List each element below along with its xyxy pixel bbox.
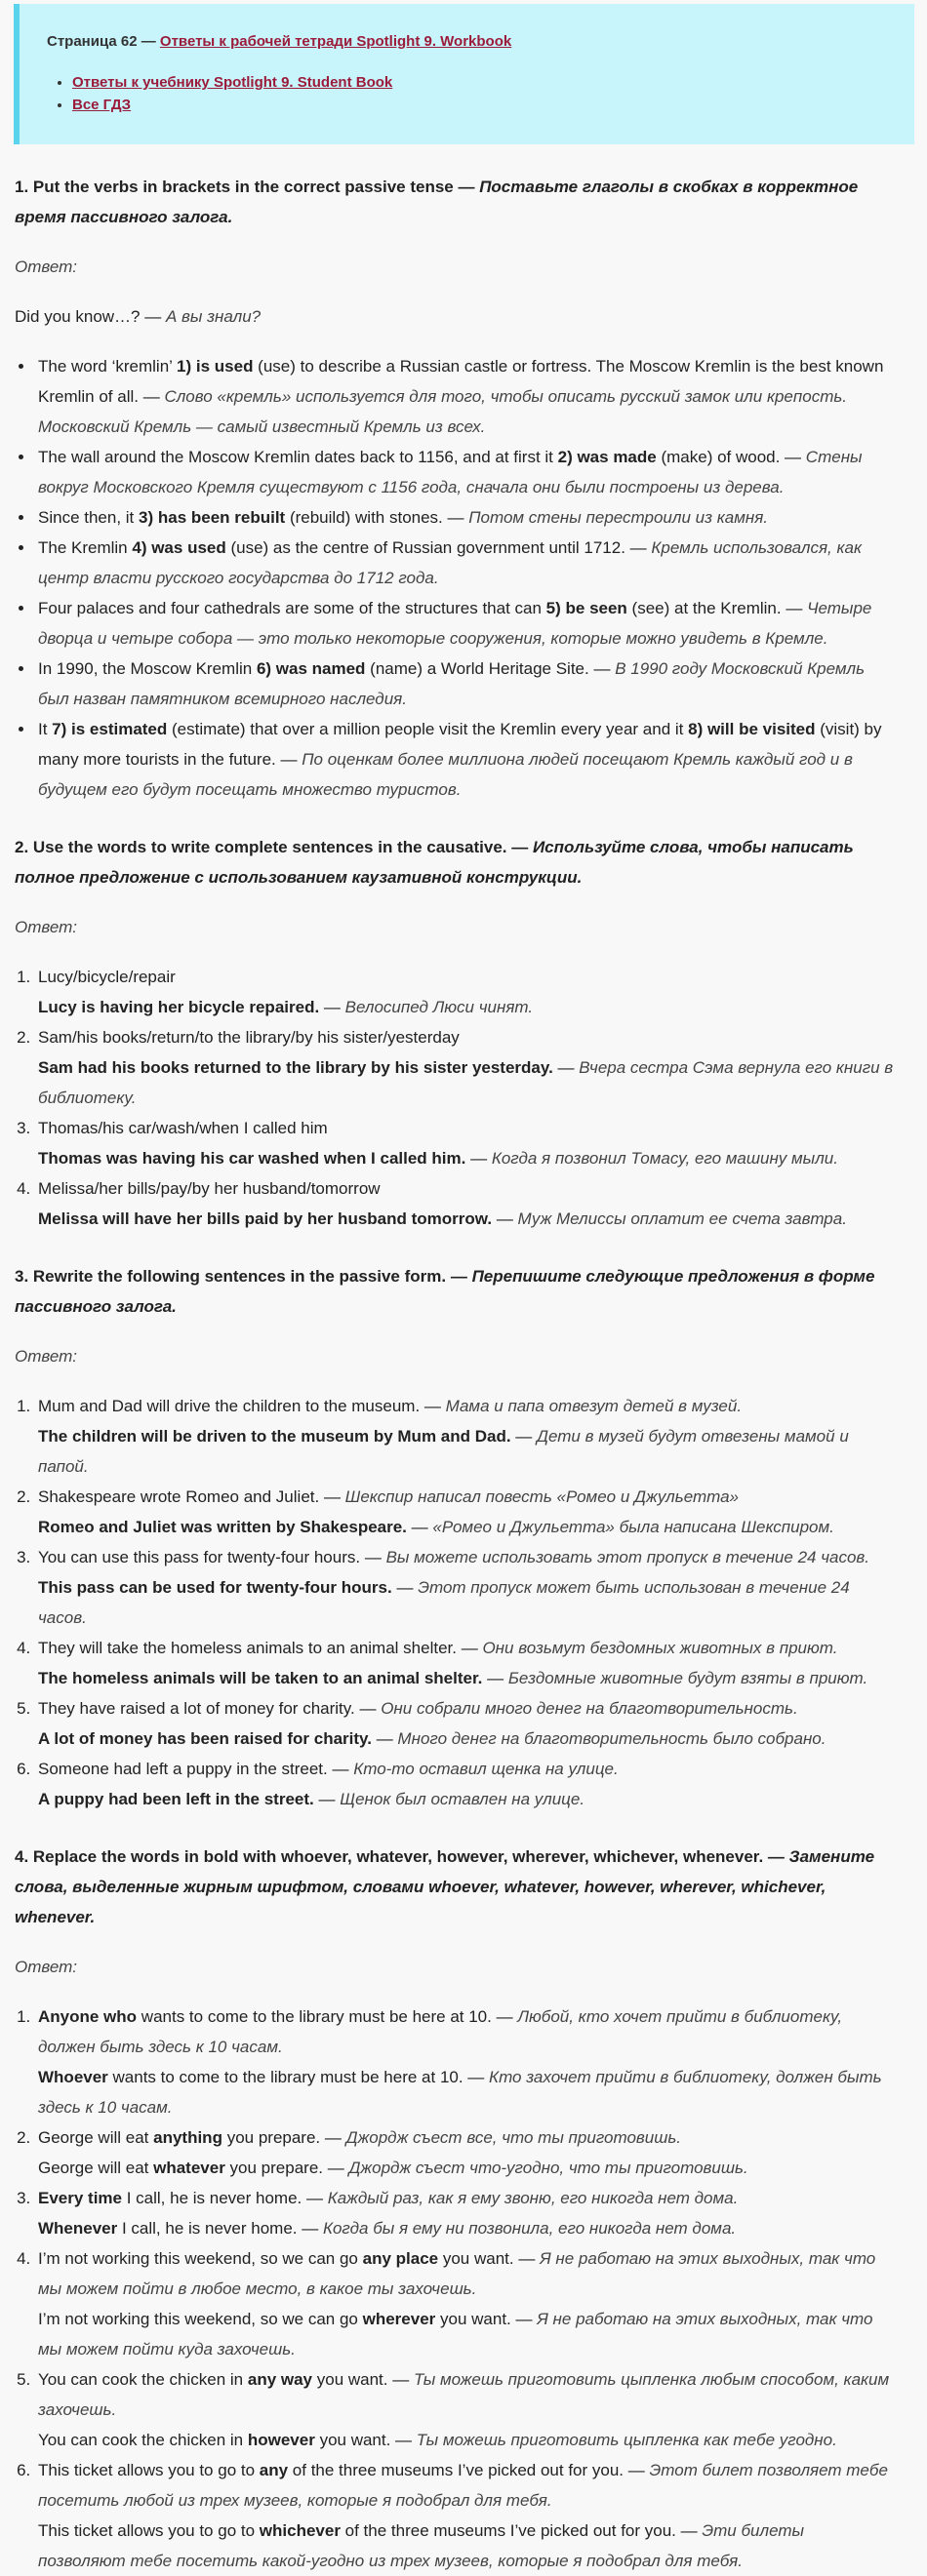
sentence-text: The wall around the Moscow Kremlin dates back to 1156, and at first it bbox=[38, 448, 558, 466]
original-sentence: Someone had left a puppy in the street. — bbox=[38, 1760, 354, 1778]
translation-ru: Муж Мелиссы оплатит ее счета завтра. bbox=[517, 1209, 847, 1228]
original-line bbox=[38, 1633, 895, 1663]
translation-ru: Много денег на благотворительность было собрано. bbox=[397, 1729, 826, 1748]
related-links-list bbox=[47, 71, 885, 116]
prompt-line bbox=[38, 1173, 895, 1204]
exercise-title-en: 1. Put the verbs in brackets in the correct passive tense — bbox=[15, 178, 480, 196]
original-line bbox=[38, 1482, 895, 1512]
page bbox=[0, 4, 927, 2576]
sentence-text: (estimate) that over a million people visit the Kremlin every year and it bbox=[167, 720, 689, 738]
sentence-text: The Kremlin bbox=[38, 538, 133, 557]
sentence-text: wants to come to the library must be here at 10. — bbox=[107, 2068, 490, 2086]
list-item bbox=[35, 2122, 895, 2183]
list-item bbox=[35, 1542, 895, 1633]
dash-separator: — bbox=[510, 1427, 538, 1446]
answer-line bbox=[38, 1421, 895, 1482]
sentence-text: George will eat bbox=[38, 2159, 154, 2177]
translation-ru: Этот пропуск может быть использован в течение 24 часов. bbox=[38, 1578, 850, 1627]
translation-ru: В 1990 году Московский Кремль был назван памятником всемирного наследия. bbox=[38, 659, 866, 708]
exercise-title-ru: Поставьте глаголы в скобках в корректное время пассивного залога. bbox=[15, 178, 859, 226]
sentence-text: of the three museums I’ve picked out for you. — bbox=[288, 2461, 650, 2479]
answer-line bbox=[38, 992, 895, 1022]
original-line bbox=[38, 1693, 895, 1724]
exercise-title-ru: Замените слова, выделенные жирным шрифтом, словами whoever, whatever, however, wherever, whichever, whenever. bbox=[15, 1847, 875, 1926]
exercise-title-ru: Используйте слова, чтобы написать полное предложение с использованием каузативной конструкции. bbox=[15, 838, 854, 887]
exercise-4-list bbox=[15, 2001, 895, 2576]
exercise-1-title bbox=[15, 172, 895, 232]
translation-ru: Они собрали много денег на благотворительность. bbox=[381, 1699, 798, 1718]
sentence-text: (name) a World Heritage Site. — bbox=[365, 659, 616, 678]
translation-ru: Ты можешь приготовить цыпленка любым способом, каким захочешь. bbox=[38, 2370, 890, 2419]
bold-phrase: any bbox=[259, 2461, 289, 2479]
intro-en: Did you know…? — bbox=[15, 307, 166, 326]
list-item bbox=[35, 442, 895, 502]
answer-verb: 7) is estimated bbox=[52, 720, 168, 738]
answer-line bbox=[38, 1052, 895, 1113]
prompt-text: Melissa/her bills/pay/by her husband/tomorrow bbox=[38, 1179, 381, 1198]
replacement-word: whatever bbox=[153, 2159, 225, 2177]
translation-ru: Стены вокруг Московского Кремля существуют с 1156 года, сначала они были построены из дерева. bbox=[38, 448, 863, 496]
original-line bbox=[38, 2455, 895, 2516]
answer-sentence: A puppy had been left in the street. bbox=[38, 1790, 314, 1808]
answer-label: Ответ: bbox=[15, 1347, 78, 1366]
original-line bbox=[38, 2183, 895, 2213]
answer-sentence: The homeless animals will be taken to an animal shelter. bbox=[38, 1669, 483, 1687]
exercise-4-title bbox=[15, 1842, 895, 1932]
answer-sentence: Melissa will have her bills paid by her husband tomorrow. bbox=[38, 1209, 493, 1228]
translation-ru: Кремль использовался, как центр власти русского государства до 1712 года. bbox=[38, 538, 862, 587]
answer-verb: 3) has been rebuilt bbox=[139, 508, 286, 527]
answer-sentence: Romeo and Juliet was written by Shakespeare. bbox=[38, 1518, 407, 1536]
dash-separator: — bbox=[391, 1578, 419, 1597]
list-item bbox=[35, 1391, 895, 1482]
sentence-text: It bbox=[38, 720, 53, 738]
list-item bbox=[35, 1693, 895, 1754]
list-item bbox=[35, 502, 895, 533]
exercise-title-en: 4. Replace the words in bold with whoever, whatever, however, wherever, whichever, whenever. — bbox=[15, 1847, 789, 1866]
sentence-text: you prepare. — bbox=[224, 2159, 349, 2177]
list-item bbox=[35, 1113, 895, 1173]
translation-ru: Эти билеты позволяют тебе посетить какой-угодно из трех музеев, которые я подобрал для тебя. bbox=[38, 2521, 805, 2570]
list-item bbox=[35, 714, 895, 805]
translation-ru: Шекспир написал повесть «Ромео и Джульетта» bbox=[344, 1487, 740, 1506]
answer-sentence: A lot of money has been raised for charity. bbox=[38, 1729, 372, 1748]
answer-line bbox=[38, 1204, 895, 1234]
translation-ru: Четыре дворца и четыре собора — это только некоторые сооружения, которые можно увидеть в Кремле. bbox=[38, 599, 872, 648]
prompt-text: Thomas/his car/wash/when I called him bbox=[38, 1119, 328, 1137]
student-book-answers-link[interactable]: Ответы к учебнику Spotlight 9. Student Book bbox=[72, 74, 393, 91]
breadcrumb bbox=[47, 29, 885, 54]
answer-line bbox=[38, 1143, 895, 1173]
bold-phrase: any place bbox=[362, 2249, 439, 2268]
dash-separator: — bbox=[552, 1058, 580, 1077]
all-gdz-link[interactable]: Все ГДЗ bbox=[72, 97, 132, 113]
list-item bbox=[35, 1173, 895, 1234]
translation-ru: Когда бы я ему ни позвонила, его никогда нет дома. bbox=[322, 2219, 737, 2238]
translation-ru: Мама и папа отвезут детей в музей. bbox=[445, 1397, 743, 1415]
translation-ru: Я не работаю на этих выходных, так что мы можем пойти в любое место, в какое ты захочешь. bbox=[38, 2249, 876, 2298]
answer-sentence: The children will be driven to the museum by Mum and Dad. bbox=[38, 1427, 511, 1446]
replacement-word: Whenever bbox=[38, 2219, 118, 2238]
translation-ru: Дети в музей будут отвезены мамой и папой. bbox=[38, 1427, 849, 1476]
original-line bbox=[38, 1754, 895, 1784]
answer-verb: 5) be seen bbox=[545, 599, 627, 617]
list-item bbox=[35, 1754, 895, 1814]
answer-line bbox=[38, 1512, 895, 1542]
sentence-text: (rebuild) with stones. — bbox=[285, 508, 469, 527]
related-link-item bbox=[72, 71, 885, 94]
sentence-text: you want. — bbox=[435, 2310, 538, 2328]
list-item bbox=[35, 593, 895, 654]
translation-ru: Слово «кремль» используется для того, чтобы описать русский замок или крепость. Московский Кремль — самый известный Кремль из всех. bbox=[38, 387, 848, 436]
exercise-2-title bbox=[15, 832, 895, 892]
replacement-word: Whoever bbox=[38, 2068, 108, 2086]
sentence-text: I’m not working this weekend, so we can go bbox=[38, 2249, 363, 2268]
list-item bbox=[35, 1633, 895, 1693]
answer-sentence: Sam had his books returned to the library by his sister yesterday. bbox=[38, 1058, 553, 1077]
dash-separator: — bbox=[313, 1790, 341, 1808]
list-item bbox=[35, 2364, 895, 2455]
dash-separator: — bbox=[371, 1729, 398, 1748]
sentence-text: George will eat bbox=[38, 2128, 154, 2147]
exercise-3-title bbox=[15, 1261, 895, 1322]
sentence-text: (visit) by many more tourists in the future. — bbox=[38, 720, 882, 769]
answer-verb: 6) was named bbox=[256, 659, 366, 678]
original-sentence: They will take the homeless animals to an animal shelter. — bbox=[38, 1639, 483, 1657]
sentence-text: I’m not working this weekend, so we can go bbox=[38, 2310, 363, 2328]
answer-verb: 8) will be visited bbox=[688, 720, 816, 738]
bold-phrase: anything bbox=[153, 2128, 222, 2147]
dash-separator: — bbox=[492, 1209, 518, 1228]
navigation-box bbox=[14, 4, 914, 144]
sentence-text: (make) of wood. — bbox=[656, 448, 806, 466]
answer-line bbox=[38, 1724, 895, 1754]
translation-ru: Кто захочет прийти в библиотеку, должен быть здесь к 10 часам. bbox=[38, 2068, 882, 2117]
answer-label: Ответ: bbox=[15, 918, 78, 936]
answer-label: Ответ: bbox=[15, 258, 78, 276]
list-item bbox=[35, 1482, 895, 1542]
translation-ru: Бездомные животные будут взяты в приют. bbox=[507, 1669, 868, 1687]
translation-ru: Вчера сестра Сэма вернула его книги в библиотеку. bbox=[38, 1058, 894, 1107]
sentence-text: (use) as the centre of Russian government until 1712. — bbox=[225, 538, 652, 557]
translation-ru: Каждый раз, как я ему звоню, его никогда нет дома. bbox=[327, 2189, 739, 2207]
original-sentence: You can use this pass for twenty-four hours. — bbox=[38, 1548, 386, 1566]
original-line bbox=[38, 1391, 895, 1421]
prompt-text: Lucy/bicycle/repair bbox=[38, 968, 176, 986]
sentence-text: You can cook the chicken in bbox=[38, 2431, 248, 2449]
list-item bbox=[35, 962, 895, 1022]
translation-ru: Когда я позвонил Томасу, его машину мыли. bbox=[491, 1149, 838, 1168]
sentence-text: You can cook the chicken in bbox=[38, 2370, 248, 2389]
list-item bbox=[35, 2183, 895, 2243]
sentence-text: (see) at the Kremlin. — bbox=[626, 599, 808, 617]
replacement-word: whichever bbox=[259, 2521, 341, 2540]
list-item bbox=[35, 533, 895, 593]
translation-ru: Потом стены перестроили из камня. bbox=[468, 508, 769, 527]
translation-ru: Вы можете использовать этот пропуск в течение 24 часов. bbox=[385, 1548, 870, 1566]
translation-ru: Щенок был оставлен на улице. bbox=[340, 1790, 585, 1808]
exercise-2-list bbox=[15, 962, 895, 1234]
bold-phrase: Anyone who bbox=[38, 2007, 138, 2026]
answer-line bbox=[38, 2425, 895, 2455]
translation-ru: Джордж съест все, что ты приготовишь. bbox=[345, 2128, 681, 2147]
dash-separator: — bbox=[406, 1518, 433, 1536]
workbook-answers-link[interactable]: Ответы к рабочей тетради Spotlight 9. Workbook bbox=[159, 33, 512, 50]
sentence-text: you want. — bbox=[438, 2249, 541, 2268]
translation-ru: Джордж съест что-угодно, что ты приготовишь. bbox=[348, 2159, 748, 2177]
sentence-text: I call, he is never home. — bbox=[117, 2219, 323, 2238]
original-line bbox=[38, 2001, 895, 2062]
answer-line bbox=[38, 2153, 895, 2183]
answer-line bbox=[38, 1572, 895, 1633]
dash-separator: — bbox=[319, 998, 345, 1016]
answer-sentence: Lucy is having her bicycle repaired. bbox=[38, 998, 320, 1016]
original-line bbox=[38, 2243, 895, 2304]
answer-line bbox=[38, 1784, 895, 1814]
answer-line bbox=[38, 2304, 895, 2364]
translation-ru: Ты можешь приготовить цыпленка как тебе угодно. bbox=[416, 2431, 837, 2449]
list-item bbox=[35, 2243, 895, 2364]
dash-separator: — bbox=[482, 1669, 508, 1687]
exercise-1-list bbox=[15, 351, 895, 805]
sentence-text: Four palaces and four cathedrals are some of the structures that can bbox=[38, 599, 546, 617]
original-sentence: Mum and Dad will drive the children to the museum. — bbox=[38, 1397, 446, 1415]
answer-sentence: Thomas was having his car washed when I called him. bbox=[38, 1149, 466, 1168]
translation-ru: По оценкам более миллиона людей посещают Кремль каждый год и в будущем его будут посещать множество туристов. bbox=[38, 750, 853, 799]
answer-verb: 2) was made bbox=[557, 448, 657, 466]
answer-line bbox=[38, 2062, 895, 2122]
bold-phrase: any way bbox=[247, 2370, 313, 2389]
translation-ru: «Ромео и Джульетта» была написана Шекспиром. bbox=[432, 1518, 834, 1536]
answer-sentence: This pass can be used for twenty-four hours. bbox=[38, 1578, 392, 1597]
list-item bbox=[35, 654, 895, 714]
sentence-text: This ticket allows you to go to bbox=[38, 2521, 260, 2540]
original-line bbox=[38, 2122, 895, 2153]
list-item bbox=[35, 2001, 895, 2122]
answer-label: Ответ: bbox=[15, 1958, 78, 1976]
answer-line bbox=[38, 1663, 895, 1693]
exercise-1-intro bbox=[15, 301, 895, 332]
main-content bbox=[14, 172, 914, 2576]
exercise-title-en: 2. Use the words to write complete sentences in the causative. — bbox=[15, 838, 533, 856]
sentence-text: The word ‘kremlin’ bbox=[38, 357, 178, 376]
answer-verb: 4) was used bbox=[132, 538, 226, 557]
translation-ru: Этот билет позволяет тебе посетить любой из трех музеев, которые я подобрал для тебя. bbox=[38, 2461, 888, 2510]
sentence-text: of the three museums I’ve picked out for you. — bbox=[340, 2521, 703, 2540]
exercise-3-list bbox=[15, 1391, 895, 1814]
exercise-title-ru: Перепишите следующие предложения в форме пассивного залога. bbox=[15, 1267, 875, 1316]
replacement-word: wherever bbox=[362, 2310, 436, 2328]
sentence-text: In 1990, the Moscow Kremlin bbox=[38, 659, 257, 678]
translation-ru: Они возьмут бездомных животных в приют. bbox=[482, 1639, 838, 1657]
sentence-text: I call, he is never home. — bbox=[122, 2189, 328, 2207]
list-item bbox=[35, 2455, 895, 2576]
sentence-text: you prepare. — bbox=[222, 2128, 346, 2147]
list-item bbox=[35, 1022, 895, 1113]
sentence-text: you want. — bbox=[314, 2431, 417, 2449]
prompt-line bbox=[38, 1022, 895, 1052]
original-sentence: They have raised a lot of money for charity. — bbox=[38, 1699, 382, 1718]
prompt-text: Sam/his books/return/to the library/by his sister/yesterday bbox=[38, 1028, 460, 1047]
answer-line bbox=[38, 2213, 895, 2243]
page-number-label: Страница 62 — bbox=[47, 33, 160, 50]
prompt-line bbox=[38, 1113, 895, 1143]
replacement-word: however bbox=[247, 2431, 315, 2449]
prompt-line bbox=[38, 962, 895, 992]
original-sentence: Shakespeare wrote Romeo and Juliet. — bbox=[38, 1487, 345, 1506]
translation-ru: Велосипед Люси чинят. bbox=[344, 998, 534, 1016]
sentence-text: (use) to describe a Russian castle or fortress. The Moscow Kremlin is the best known Kremlin of all. — bbox=[38, 357, 884, 406]
sentence-text: you want. — bbox=[312, 2370, 414, 2389]
dash-separator: — bbox=[465, 1149, 492, 1168]
original-line bbox=[38, 2364, 895, 2425]
sentence-text: wants to come to the library must be here at 10. — bbox=[137, 2007, 518, 2026]
translation-ru: Любой, кто хочет прийти в библиотеку, должен быть здесь к 10 часам. bbox=[38, 2007, 843, 2056]
sentence-text: Since then, it bbox=[38, 508, 140, 527]
original-line bbox=[38, 1542, 895, 1572]
translation-ru: Кто-то оставил щенка на улице. bbox=[353, 1760, 619, 1778]
list-item bbox=[35, 351, 895, 442]
bold-phrase: Every time bbox=[38, 2189, 122, 2207]
translation-ru: Я не работаю на этих выходных, так что мы можем пойти куда захочешь. bbox=[38, 2310, 873, 2358]
answer-line bbox=[38, 2516, 895, 2576]
related-link-item bbox=[72, 94, 885, 116]
answer-verb: 1) is used bbox=[177, 357, 254, 376]
sentence-text: This ticket allows you to go to bbox=[38, 2461, 260, 2479]
exercise-title-en: 3. Rewrite the following sentences in the passive form. — bbox=[15, 1267, 472, 1286]
intro-ru: А вы знали? bbox=[165, 307, 262, 326]
